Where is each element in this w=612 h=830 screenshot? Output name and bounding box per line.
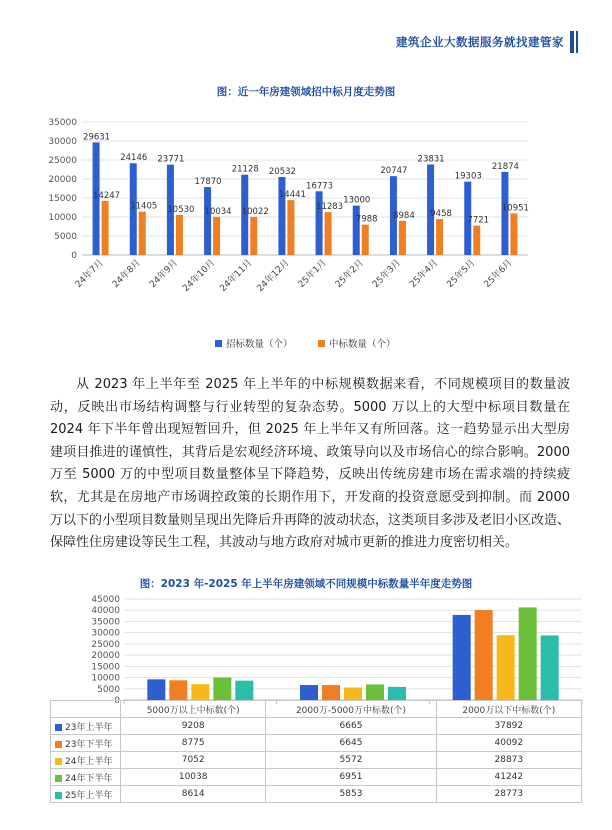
table-row-label	[51, 786, 121, 803]
bar-award	[287, 200, 294, 255]
page-header	[396, 30, 578, 54]
data-label: 7988	[355, 214, 378, 225]
table-row	[51, 786, 582, 803]
table-cell: 37892	[436, 718, 581, 735]
table-category-header: 2000万以下中标数(个)	[436, 701, 581, 718]
y-tick-label: 10000	[48, 213, 77, 223]
data-label: 13000	[343, 195, 371, 206]
bar-23年下半年	[322, 685, 340, 700]
x-tick-label: 24年8月	[110, 258, 143, 291]
bar-award	[325, 212, 332, 255]
legend-label: 招标数量（个）	[226, 339, 293, 350]
y-tick-label: 40000	[91, 606, 120, 617]
bar-award	[473, 226, 480, 255]
bar-bid	[278, 177, 285, 255]
bar-23年上半年	[147, 679, 165, 700]
y-tick-label: 0	[71, 251, 77, 261]
bar-24年上半年	[497, 635, 515, 700]
table-cell: 28773	[436, 786, 581, 803]
table-cell: 6665	[266, 718, 436, 735]
data-label: 14441	[278, 190, 306, 201]
data-label: 9458	[430, 209, 452, 220]
bar-24年上半年	[191, 684, 209, 700]
data-label: 19303	[454, 171, 482, 182]
bar-award	[510, 213, 517, 255]
chart2-data-table	[50, 700, 582, 803]
series-name: 25年上半年	[65, 790, 113, 801]
bar-23年下半年	[475, 610, 493, 700]
table-cell: 10038	[121, 769, 266, 786]
table-corner	[51, 701, 121, 718]
legend-swatch	[55, 741, 62, 748]
legend-swatch-award	[318, 340, 325, 347]
legend-swatch-bid	[215, 340, 222, 347]
table-cell: 40092	[436, 735, 581, 752]
table-row	[51, 718, 582, 735]
bar-25年上半年	[235, 681, 253, 700]
bar-24年下半年	[213, 677, 231, 700]
table-header-row	[51, 701, 582, 718]
y-tick-label: 30000	[91, 628, 120, 639]
data-label: 16773	[306, 181, 334, 192]
table-row-label	[51, 735, 121, 752]
data-label: 10022	[241, 206, 269, 217]
y-tick-label: 5000	[54, 232, 77, 242]
bar-bid	[353, 206, 360, 255]
chart1-monthly-bids	[0, 110, 612, 370]
y-tick-label: 20000	[48, 175, 77, 185]
data-label: 29631	[83, 132, 111, 143]
data-label: 20747	[380, 166, 408, 177]
data-label: 11283	[316, 202, 344, 213]
y-tick-label: 30000	[48, 137, 77, 147]
bar-award	[176, 215, 183, 255]
x-tick-label: 25年6月	[482, 258, 515, 291]
header-text: 建筑企业大数据服务就找建管家	[396, 35, 564, 49]
series-name: 24年上半年	[65, 756, 113, 767]
bar-25年上半年	[388, 687, 406, 700]
chart2-title: 图：2023 年-2025 年上半年房建领域不同规模中标数量半年度走势图	[139, 578, 473, 590]
bar-23年上半年	[300, 685, 318, 700]
x-tick-label: 24年11月	[218, 258, 255, 295]
table-cell: 6951	[266, 769, 436, 786]
y-tick-label: 20000	[91, 651, 120, 662]
table-row-label	[51, 752, 121, 769]
legend-swatch	[55, 758, 62, 765]
data-label: 14247	[93, 190, 121, 201]
table-cell: 5853	[266, 786, 436, 803]
x-tick-label: 25年2月	[333, 258, 366, 291]
bar-award	[139, 212, 146, 255]
y-tick-label: 25000	[48, 156, 77, 166]
data-label: 7721	[467, 215, 490, 226]
data-label: 10530	[167, 204, 195, 215]
y-tick-label: 10000	[91, 673, 120, 684]
x-tick-label: 24年10月	[181, 258, 218, 295]
table-cell: 8775	[121, 735, 266, 752]
table-row-label	[51, 718, 121, 735]
bar-24年上半年	[344, 687, 362, 700]
header-accent-bar	[570, 31, 574, 53]
y-tick-label: 15000	[48, 194, 77, 204]
y-tick-label: 45000	[91, 595, 120, 605]
legend-swatch	[55, 724, 62, 731]
table-cell: 7052	[121, 752, 266, 769]
legend-swatch	[55, 775, 62, 782]
data-label: 23771	[157, 154, 185, 165]
data-label: 21128	[231, 164, 259, 175]
bar-bid	[501, 172, 508, 255]
x-tick-label: 24年7月	[73, 258, 106, 291]
table-row-label	[51, 769, 121, 786]
bar-23年下半年	[169, 680, 187, 700]
data-label: 23831	[417, 154, 445, 165]
legend-label: 中标数量（个）	[329, 339, 396, 350]
x-tick-label: 25年4月	[408, 258, 441, 291]
y-tick-label: 25000	[91, 639, 120, 650]
bar-award	[102, 201, 109, 255]
x-tick-label: 24年9月	[148, 258, 181, 291]
y-tick-label: 15000	[91, 662, 120, 673]
data-label: 11405	[130, 201, 158, 212]
chart2-halfyear-by-scale	[0, 592, 612, 712]
data-label: 8984	[393, 210, 415, 221]
series-name: 23年上半年	[65, 722, 113, 733]
bar-award	[436, 219, 443, 255]
bar-24年下半年	[366, 684, 384, 700]
bar-bid	[316, 191, 323, 255]
y-tick-label: 0	[114, 696, 120, 706]
table-row	[51, 769, 582, 786]
table-cell: 28873	[436, 752, 581, 769]
table-cell: 6645	[266, 735, 436, 752]
data-label: 17870	[194, 177, 222, 188]
bar-award	[362, 225, 369, 255]
table-cell: 41242	[436, 769, 581, 786]
table-row	[51, 735, 582, 752]
data-label: 20532	[268, 166, 296, 177]
y-tick-label: 5000	[97, 684, 120, 695]
x-tick-label: 25年3月	[371, 258, 404, 291]
x-tick-label: 25年1月	[296, 258, 329, 291]
y-tick-label: 35000	[91, 617, 120, 628]
bar-25年上半年	[541, 635, 559, 700]
table-cell: 8614	[121, 786, 266, 803]
data-label: 24146	[120, 153, 148, 164]
chart1-legend	[215, 338, 396, 350]
bar-24年下半年	[519, 607, 537, 700]
legend-swatch	[55, 792, 62, 799]
header-accent-bar-thin	[576, 31, 578, 53]
table-category-header: 5000万以上中标数(个)	[121, 701, 266, 718]
series-name: 24年下半年	[65, 773, 113, 784]
bar-bid	[204, 187, 211, 255]
bar-23年上半年	[453, 615, 471, 700]
bar-award	[250, 217, 257, 255]
series-name: 23年下半年	[65, 739, 113, 750]
bar-award	[213, 217, 220, 255]
table-row	[51, 752, 582, 769]
body-paragraph: 从 2023 年上半年至 2025 年上半年的中标规模数据来看，不同规模项目的数量波动，反映出市场结构调整与行业转型的复杂态势。5000 万以上的大型中标项目数量在 2024 年下半年曾出现短暂回升，但 2025 年上半年又有所回落。这一趋势显示出大型房建项目推进的谨慎性，其背后是宏观经济环境、政策导向以及市场信心的综合影响。2000 万至 5000 万的中型项目数量整体呈下降趋势，反映出传统房建市场在需求端的持续疲软，尤其是在房地产市场调控政策的长期作用下，开发商的投资意愿受到抑制。而 2000 万以下的小型项目数量则呈现出先降后升再降的波动状态，这类项目多涉及老旧小区改造、保障性住房建设等民生工程，其波动与地方政府对城市更新的推进力度密切相关。	[50, 377, 571, 551]
data-label: 21874	[491, 161, 519, 172]
table-category-header: 2000万-5000万中标数(个)	[266, 701, 436, 718]
table-cell: 9208	[121, 718, 266, 735]
y-tick-label: 35000	[48, 118, 77, 128]
data-label: 10034	[204, 206, 232, 217]
x-tick-label: 25年5月	[445, 258, 478, 291]
data-label: 10951	[501, 203, 529, 214]
chart1-title: 图：近一年房建领域招中标月度走势图	[216, 86, 396, 98]
bar-award	[399, 221, 406, 255]
x-tick-label: 24年12月	[255, 258, 292, 295]
table-cell: 5572	[266, 752, 436, 769]
